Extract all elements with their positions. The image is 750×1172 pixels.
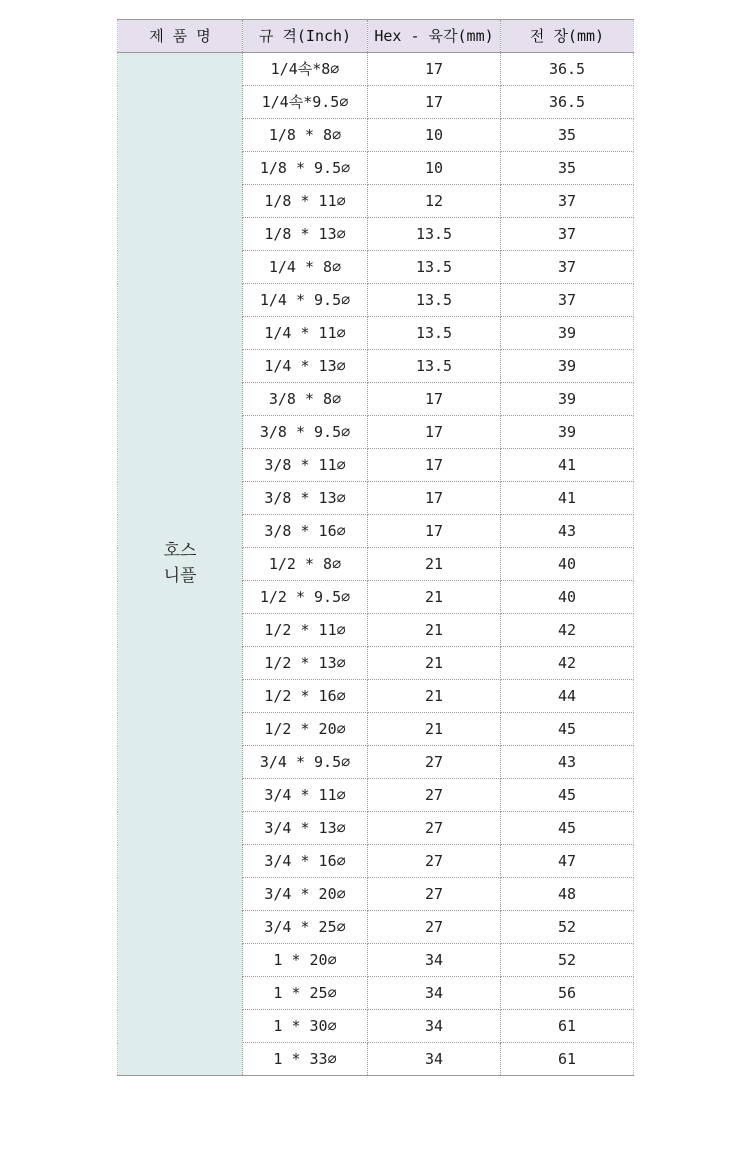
hex-cell: 21 [368,680,501,713]
header-row [118,20,634,53]
spec-cell: 1 * 20∅ [243,944,368,977]
spec-cell: 1/4 * 9.5∅ [243,284,368,317]
hex-cell: 21 [368,548,501,581]
spec-cell: 1/2 * 11∅ [243,614,368,647]
spec-cell: 1 * 25∅ [243,977,368,1010]
length-cell: 41 [501,449,634,482]
length-cell: 61 [501,1043,634,1076]
length-cell: 37 [501,218,634,251]
length-cell: 45 [501,779,634,812]
header-spec-inch: 규 격(Inch) [243,20,368,53]
hex-cell: 34 [368,1043,501,1076]
length-cell: 47 [501,845,634,878]
spec-cell: 1/4 * 11∅ [243,317,368,350]
product-name-line: 호스 [163,541,197,562]
length-cell: 48 [501,878,634,911]
length-cell: 42 [501,614,634,647]
hex-cell: 10 [368,119,501,152]
spec-cell: 3/4 * 25∅ [243,911,368,944]
spec-cell: 3/4 * 11∅ [243,779,368,812]
length-cell: 44 [501,680,634,713]
header-hex: Hex - 육각(mm) [368,20,501,53]
spec-cell: 1/2 * 20∅ [243,713,368,746]
length-cell: 52 [501,911,634,944]
length-cell: 37 [501,251,634,284]
hex-cell: 17 [368,53,501,86]
length-cell: 42 [501,647,634,680]
hex-cell: 17 [368,86,501,119]
spec-cell: 1/8 * 9.5∅ [243,152,368,185]
spec-cell: 1/2 * 16∅ [243,680,368,713]
hex-cell: 13.5 [368,284,501,317]
length-cell: 39 [501,383,634,416]
table-row [118,53,634,86]
length-cell: 40 [501,581,634,614]
hex-cell: 27 [368,746,501,779]
spec-cell: 1/4 * 8∅ [243,251,368,284]
length-cell: 56 [501,977,634,1010]
length-cell: 36.5 [501,53,634,86]
spec-cell: 3/8 * 8∅ [243,383,368,416]
table-header [118,20,634,53]
hex-cell: 34 [368,1010,501,1043]
length-cell: 39 [501,317,634,350]
length-cell: 43 [501,746,634,779]
hex-cell: 12 [368,185,501,218]
spec-cell: 3/4 * 16∅ [243,845,368,878]
hex-cell: 17 [368,515,501,548]
product-name-cell [118,53,243,1076]
hex-cell: 13.5 [368,350,501,383]
hex-cell: 21 [368,614,501,647]
length-cell: 35 [501,152,634,185]
spec-cell: 1/8 * 8∅ [243,119,368,152]
hex-cell: 13.5 [368,317,501,350]
length-cell: 39 [501,350,634,383]
length-cell: 40 [501,548,634,581]
length-cell: 52 [501,944,634,977]
length-cell: 41 [501,482,634,515]
length-cell: 39 [501,416,634,449]
hex-cell: 21 [368,713,501,746]
length-cell: 37 [501,185,634,218]
hex-cell: 21 [368,647,501,680]
hose-nipple-spec-table [117,19,634,1076]
spec-cell: 1/4속*8∅ [243,53,368,86]
hex-cell: 27 [368,878,501,911]
length-cell: 45 [501,812,634,845]
spec-cell: 3/4 * 13∅ [243,812,368,845]
length-cell: 35 [501,119,634,152]
spec-cell: 1 * 30∅ [243,1010,368,1043]
hex-cell: 13.5 [368,218,501,251]
hex-cell: 21 [368,581,501,614]
spec-cell: 1/2 * 8∅ [243,548,368,581]
length-cell: 45 [501,713,634,746]
spec-cell: 3/8 * 11∅ [243,449,368,482]
spec-cell: 3/8 * 16∅ [243,515,368,548]
hex-cell: 17 [368,449,501,482]
spec-cell: 3/8 * 9.5∅ [243,416,368,449]
hex-cell: 17 [368,383,501,416]
length-cell: 37 [501,284,634,317]
spec-cell: 1/4 * 13∅ [243,350,368,383]
length-cell: 36.5 [501,86,634,119]
hex-cell: 17 [368,482,501,515]
hex-cell: 34 [368,944,501,977]
spec-cell: 1/4속*9.5∅ [243,86,368,119]
length-cell: 43 [501,515,634,548]
hex-cell: 13.5 [368,251,501,284]
spec-cell: 3/4 * 9.5∅ [243,746,368,779]
spec-cell: 3/8 * 13∅ [243,482,368,515]
header-product-name: 제 품 명 [118,20,243,53]
hex-cell: 27 [368,812,501,845]
product-name-line: 니플 [163,566,197,586]
hex-cell: 17 [368,416,501,449]
hex-cell: 34 [368,977,501,1010]
spec-cell: 3/4 * 20∅ [243,878,368,911]
spec-cell: 1/2 * 9.5∅ [243,581,368,614]
hex-cell: 27 [368,779,501,812]
hex-cell: 27 [368,911,501,944]
spec-cell: 1/2 * 13∅ [243,647,368,680]
spec-cell: 1/8 * 13∅ [243,218,368,251]
length-cell: 61 [501,1010,634,1043]
spec-cell: 1 * 33∅ [243,1043,368,1076]
hex-cell: 10 [368,152,501,185]
spec-cell: 1/8 * 11∅ [243,185,368,218]
table-body [118,53,634,1076]
header-total-length: 전 장(mm) [501,20,634,53]
hex-cell: 27 [368,845,501,878]
